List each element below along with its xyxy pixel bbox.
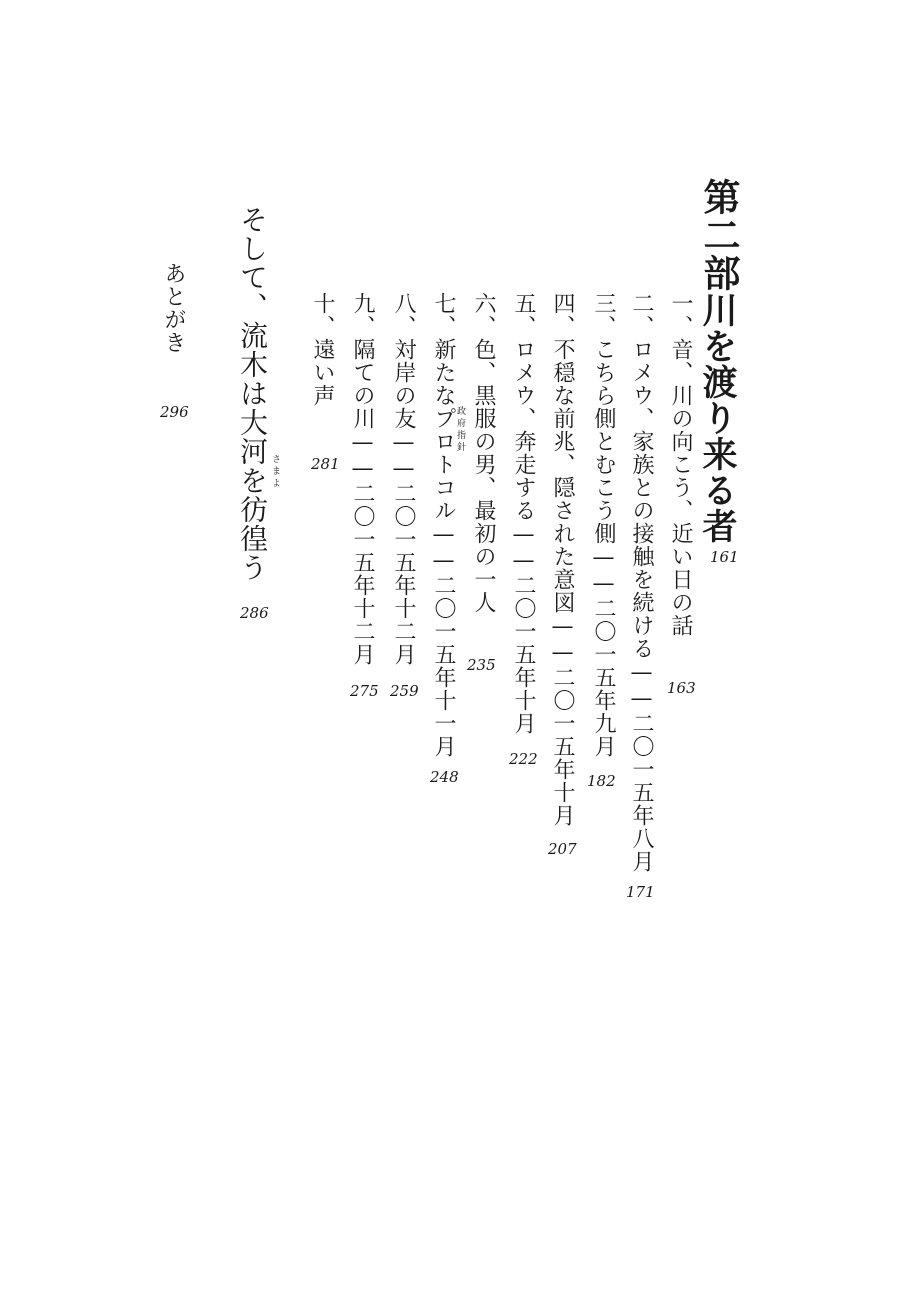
chapter-page-number: 281 xyxy=(311,455,340,473)
epilogue-title: そして、流木は大河を彷徨う xyxy=(236,205,269,582)
chapter-title: 八、対岸の友——二〇一五年十二月 xyxy=(391,292,416,666)
part-subtitle: 川を渡り来る者 xyxy=(697,292,738,544)
chapter-title: 十、遠い声 xyxy=(310,292,335,407)
epilogue-page-number: 286 xyxy=(240,604,269,622)
chapter-title: 四、不穏な前兆、隠された意図——二〇一五年十月 xyxy=(550,292,575,827)
chapter-title: 三、こちら側とむこう側——二〇一五年九月 xyxy=(591,292,616,758)
chapter-page-number: 259 xyxy=(390,682,419,700)
chapter-title: 一、音、川の向こう、近い日の話 xyxy=(668,292,693,637)
chapter-title: 七、新たなプロトコル——二〇一五年十一月 xyxy=(431,292,456,758)
chapter-title: 六、色、黒服の男、最初の一人 xyxy=(471,292,496,614)
chapter-page-number: 275 xyxy=(350,682,379,700)
chapter-page-number: 235 xyxy=(467,656,496,674)
epilogue-ruby: さまよ xyxy=(270,454,280,490)
chapter-ruby: 政府指針 xyxy=(455,406,465,454)
chapter-page-number: 222 xyxy=(509,750,538,768)
part-title: 第二部 xyxy=(697,178,741,292)
chapter-page-number: 163 xyxy=(667,679,696,697)
chapter-title: 五、ロメウ、奔走する——二〇一五年十月 xyxy=(511,292,536,735)
chapter-title: 二、ロメウ、家族との接触を続ける——二〇一五年八月 xyxy=(629,292,654,873)
chapter-page-number: 248 xyxy=(430,768,459,786)
chapter-page-number: 182 xyxy=(587,772,616,790)
afterword-page-number: 296 xyxy=(160,403,189,421)
chapter-page-number: 171 xyxy=(626,883,655,901)
part-page-number: 161 xyxy=(710,548,739,566)
chapter-title: 九、隔ての川——二〇一五年十二月 xyxy=(350,292,375,666)
chapter-page-number: 207 xyxy=(548,840,577,858)
afterword-title: あとがき xyxy=(161,262,186,354)
